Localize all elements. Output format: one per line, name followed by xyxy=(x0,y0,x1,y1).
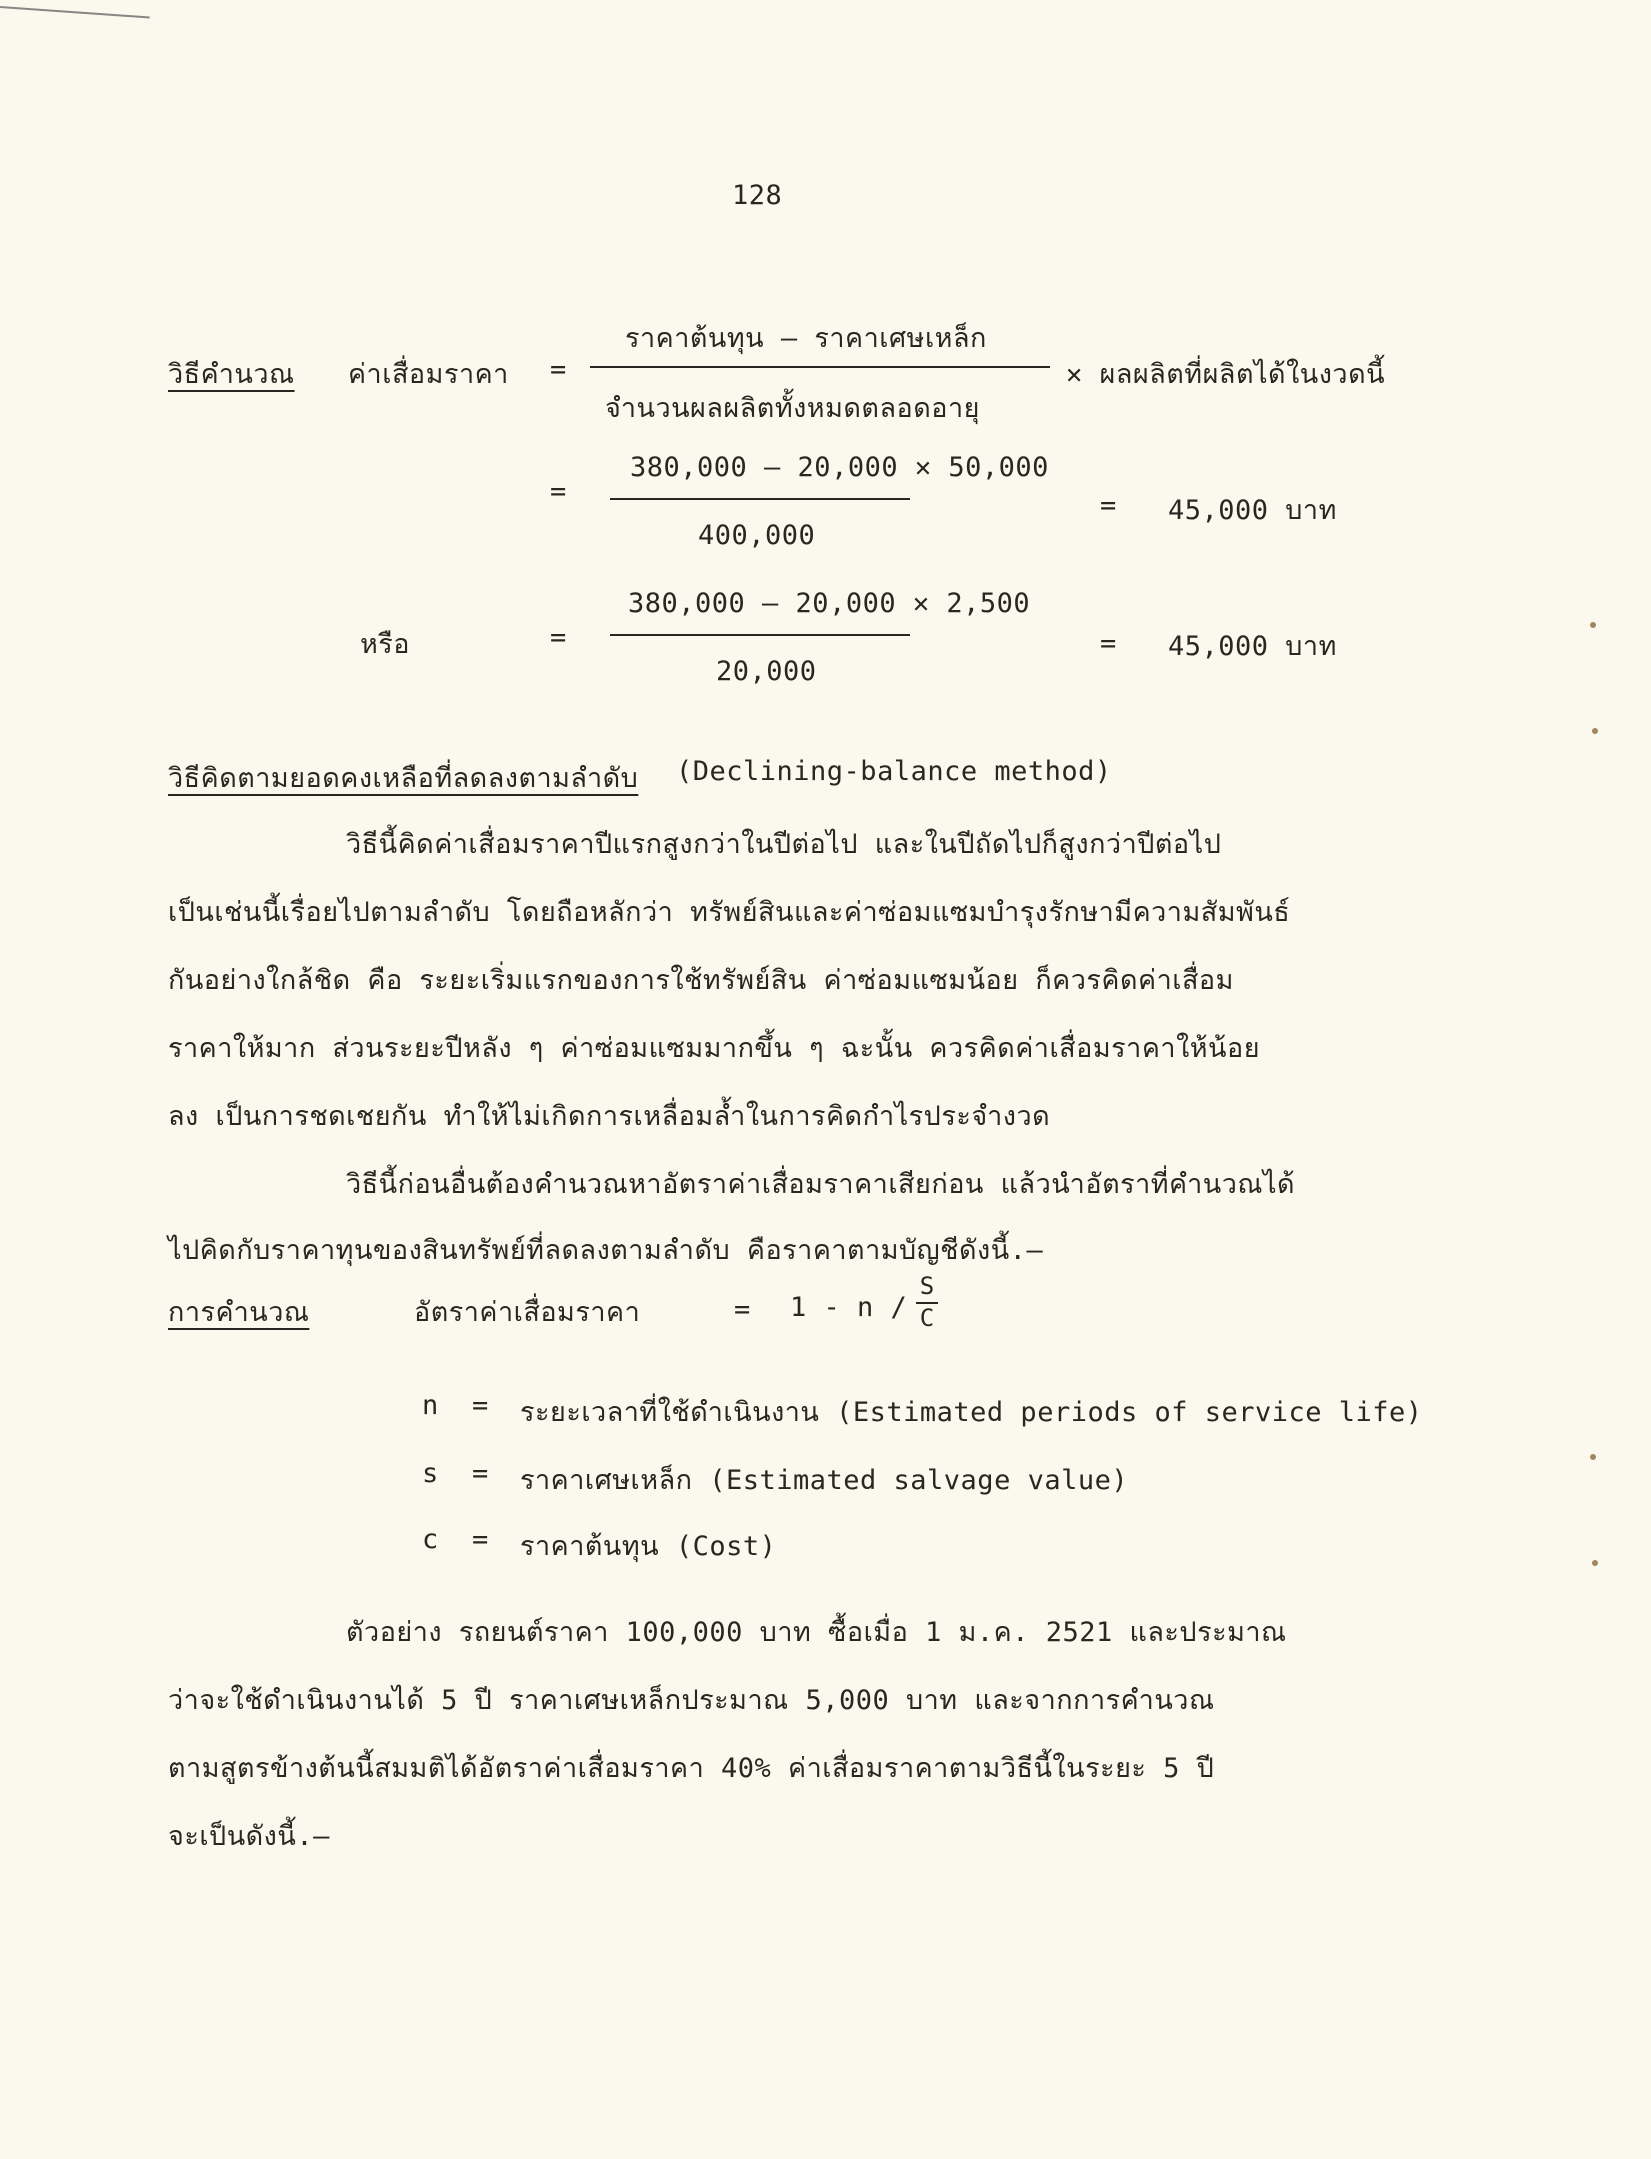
formula3-denominator: 20,000 xyxy=(716,656,817,687)
formula2-fraction-bar xyxy=(610,498,910,500)
formula1-fraction-bar xyxy=(590,366,1050,368)
formula3-label: หรือ xyxy=(360,629,411,660)
paragraph1-line: กันอย่างใกล้ชิด คือ ระยะเริ่มแรกของการใช้ทรัพย์สิน ค่าซ่อมแซมน้อย ก็ควรคิดค่าเสื่อม xyxy=(168,965,1234,996)
formula1-lhs: ค่าเสื่อมราคา xyxy=(348,359,509,390)
calc-eq: = xyxy=(734,1294,751,1325)
calc-fraction-bottom: C xyxy=(919,1304,935,1332)
formula3-eq: = xyxy=(550,622,567,653)
calc-lhs: อัตราค่าเสื่อมราคา xyxy=(414,1297,641,1328)
corner-mark xyxy=(0,6,150,18)
calc-fraction-top: S xyxy=(919,1272,935,1300)
margin-speck xyxy=(1592,728,1598,734)
margin-speck xyxy=(1590,1454,1596,1460)
formula2-result: 45,000 บาท xyxy=(1168,495,1337,526)
definition-symbol: c xyxy=(422,1524,439,1555)
formula1-denominator: จำนวนผลผลิตทั้งหมดตลอดอายุ xyxy=(605,393,980,424)
definition-description: ราคาเศษเหล็ก (Estimated salvage value) xyxy=(520,1465,1129,1496)
formula2-denominator: 400,000 xyxy=(698,520,816,551)
example-line: จะเป็นดังนี้.– xyxy=(168,1821,330,1852)
section-heading: วิธีคิดตามยอดคงเหลือที่ลดลงตามลำดับ xyxy=(168,763,639,794)
formula1-numerator: ราคาต้นทุน – ราคาเศษเหล็ก xyxy=(625,323,987,354)
formula1-rhs: ✕ ผลผลิตที่ผลิตได้ในงวดนี้ xyxy=(1066,359,1386,390)
calc-label: การคำนวณ xyxy=(168,1297,310,1328)
page-number: 128 xyxy=(732,180,783,211)
paragraph1-line: วิธีนี้คิดค่าเสื่อมราคาปีแรกสูงกว่าในปีต่อไป และในปีถัดไปก็สูงกว่าปีต่อไป xyxy=(346,829,1222,860)
example-line: ว่าจะใช้ดำเนินงานได้ 5 ปี ราคาเศษเหล็กประมาณ 5,000 บาท และจากการคำนวณ xyxy=(168,1685,1215,1716)
paragraph2-line: ไปคิดกับราคาทุนของสินทรัพย์ที่ลดลงตามลำดับ คือราคาตามบัญชีดังนี้.– xyxy=(168,1235,1044,1266)
paragraph2-line: วิธีนี้ก่อนอื่นต้องคำนวณหาอัตราค่าเสื่อมราคาเสียก่อน แล้วนำอัตราที่คำนวณได้ xyxy=(346,1169,1296,1200)
margin-speck xyxy=(1592,1560,1598,1566)
definition-eq: = xyxy=(472,1390,489,1421)
formula2-result-eq: = xyxy=(1100,490,1117,521)
formula1-eq: = xyxy=(550,354,567,385)
margin-speck xyxy=(1590,622,1596,628)
section-heading-en: (Declining-balance method) xyxy=(676,756,1112,787)
paragraph1-line: เป็นเช่นนี้เรื่อยไปตามลำดับ โดยถือหลักว่า ทรัพย์สินและค่าซ่อมแซมบำรุงรักษามีความสัมพันธ์ xyxy=(168,897,1291,928)
definition-eq: = xyxy=(472,1458,489,1489)
formula3-fraction-bar xyxy=(610,634,910,636)
formula3-numerator: 380,000 – 20,000 ✕ 2,500 xyxy=(628,588,1031,619)
definition-symbol: n xyxy=(422,1390,439,1421)
definition-description: ราคาต้นทุน (Cost) xyxy=(520,1531,777,1562)
formula3-result: 45,000 บาท xyxy=(1168,631,1337,662)
formula1-label: วิธีคำนวณ xyxy=(168,359,295,390)
definition-description: ระยะเวลาที่ใช้ดำเนินงาน (Estimated periods of service life) xyxy=(520,1397,1423,1428)
paragraph1-line: ลง เป็นการชดเชยกัน ทำให้ไม่เกิดการเหลื่อมล้ำในการคิดกำไรประจำงวด xyxy=(168,1101,1051,1132)
formula2-eq: = xyxy=(550,476,567,507)
paragraph1-line: ราคาให้มาก ส่วนระยะปีหลัง ๆ ค่าซ่อมแซมมากขึ้น ๆ ฉะนั้น ควรคิดค่าเสื่อมราคาให้น้อย xyxy=(168,1033,1261,1064)
example-line: ตัวอย่าง รถยนต์ราคา 100,000 บาท ซื้อเมื่อ 1 ม.ค. 2521 และประมาณ xyxy=(346,1617,1287,1648)
calc-expr: 1 - n / xyxy=(790,1292,908,1323)
definition-symbol: s xyxy=(422,1458,439,1489)
example-line: ตามสูตรข้างต้นนี้สมมติได้อัตราค่าเสื่อมราคา 40% ค่าเสื่อมราคาตามวิธีนี้ในระยะ 5 ปี xyxy=(168,1753,1215,1784)
formula2-numerator: 380,000 – 20,000 ✕ 50,000 xyxy=(630,452,1049,483)
formula3-result-eq: = xyxy=(1100,628,1117,659)
definition-eq: = xyxy=(472,1524,489,1555)
